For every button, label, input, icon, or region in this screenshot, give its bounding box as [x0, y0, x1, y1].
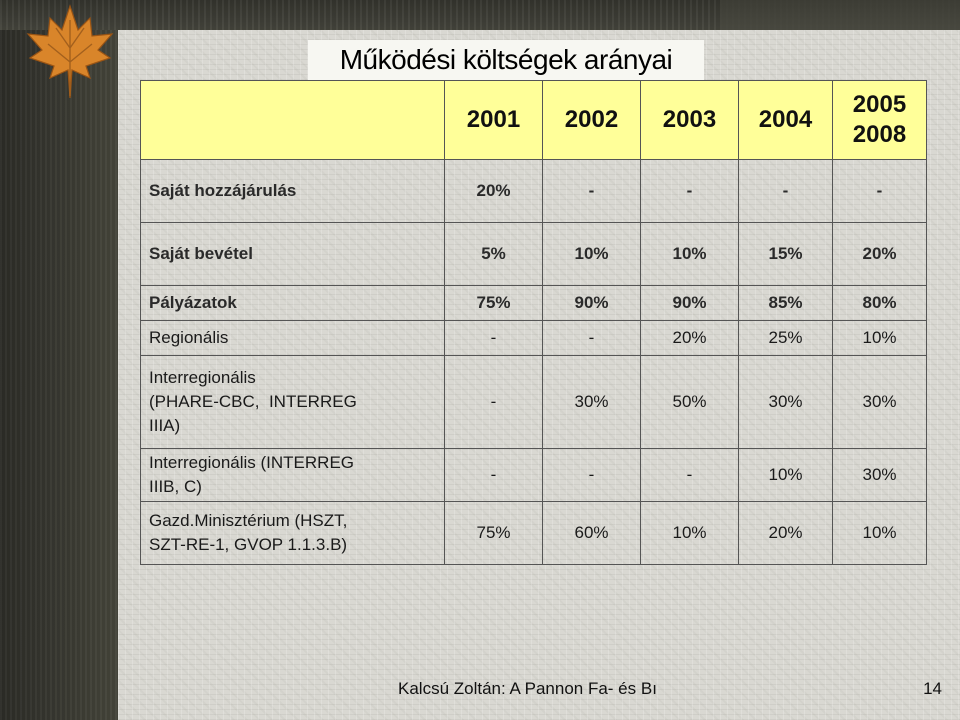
table-cell: -: [739, 160, 833, 223]
table-cell: 20%: [445, 160, 543, 223]
table-cell: -: [543, 449, 641, 502]
table-cell: -: [543, 160, 641, 223]
table-cell: -: [543, 321, 641, 356]
row-label: Regionális: [141, 321, 445, 356]
table-cell: 10%: [833, 321, 927, 356]
row-label-line: (PHARE-CBC, INTERREG: [149, 392, 357, 411]
row-label: Saját hozzájárulás: [141, 160, 445, 223]
table-header-row: [141, 81, 927, 160]
year-range-header: [833, 81, 927, 160]
table-cell: 15%: [739, 223, 833, 286]
table-cell: 30%: [833, 356, 927, 449]
table-row: [141, 160, 927, 223]
table-cell: 90%: [641, 286, 739, 321]
table-cell: 60%: [543, 502, 641, 565]
slide-footer: Kalcsú Zoltán: A Pannon Fa- és Bı: [398, 679, 657, 698]
year-header: 2004: [739, 81, 833, 160]
table-cell: -: [641, 449, 739, 502]
table-cell: 85%: [739, 286, 833, 321]
table-cell: -: [445, 449, 543, 502]
table-cell: 10%: [641, 502, 739, 565]
cost-ratio-table: [140, 80, 927, 565]
table-cell: 10%: [833, 502, 927, 565]
table-cell: 20%: [833, 223, 927, 286]
row-label-line: IIIA): [149, 416, 181, 435]
table-cell: 75%: [445, 502, 543, 565]
table-row: [141, 449, 927, 502]
year-header: 2001: [445, 81, 543, 160]
row-label-line: Interregionális (INTERREG: [149, 453, 355, 472]
table-cell: 5%: [445, 223, 543, 286]
table-cell: 25%: [739, 321, 833, 356]
table-cell: 10%: [543, 223, 641, 286]
table-cell: 30%: [543, 356, 641, 449]
table-row: [141, 223, 927, 286]
table-row: [141, 286, 927, 321]
year-range-start: 2005: [852, 91, 907, 118]
table-cell: 90%: [543, 286, 641, 321]
row-label-line: Gazd.Minisztérium (HSZT,: [149, 511, 348, 530]
header-empty-cell: [141, 81, 445, 160]
table-row: [141, 502, 927, 565]
table-cell: 50%: [641, 356, 739, 449]
left-background-band: [0, 0, 118, 720]
table-cell: 30%: [739, 356, 833, 449]
table-row: [141, 356, 927, 449]
row-label-line: Interregionális: [149, 368, 256, 387]
table-cell: 10%: [739, 449, 833, 502]
table-cell: -: [445, 356, 543, 449]
table-cell: -: [445, 321, 543, 356]
table-cell: 10%: [641, 223, 739, 286]
table-cell: 20%: [641, 321, 739, 356]
year-header: 2003: [641, 81, 739, 160]
maple-leaf-icon: [20, 0, 120, 100]
row-label: Pályázatok: [141, 286, 445, 321]
row-label: [141, 356, 445, 449]
row-label-line: SZT-RE-1, GVOP 1.1.3.B): [149, 535, 348, 554]
table-cell: 75%: [445, 286, 543, 321]
table-cell: 30%: [833, 449, 927, 502]
page-number: 14: [923, 679, 942, 698]
table-row: [141, 321, 927, 356]
slide-title: Működési költségek arányai: [308, 40, 704, 80]
row-label: Saját bevétel: [141, 223, 445, 286]
table-cell: -: [833, 160, 927, 223]
row-label: [141, 502, 445, 565]
table-cell: 20%: [739, 502, 833, 565]
year-header: 2002: [543, 81, 641, 160]
table-cell: -: [641, 160, 739, 223]
table-cell: 80%: [833, 286, 927, 321]
row-label: [141, 449, 445, 502]
row-label-line: IIIB, C): [149, 477, 202, 496]
year-range-end: 2008: [852, 121, 907, 148]
